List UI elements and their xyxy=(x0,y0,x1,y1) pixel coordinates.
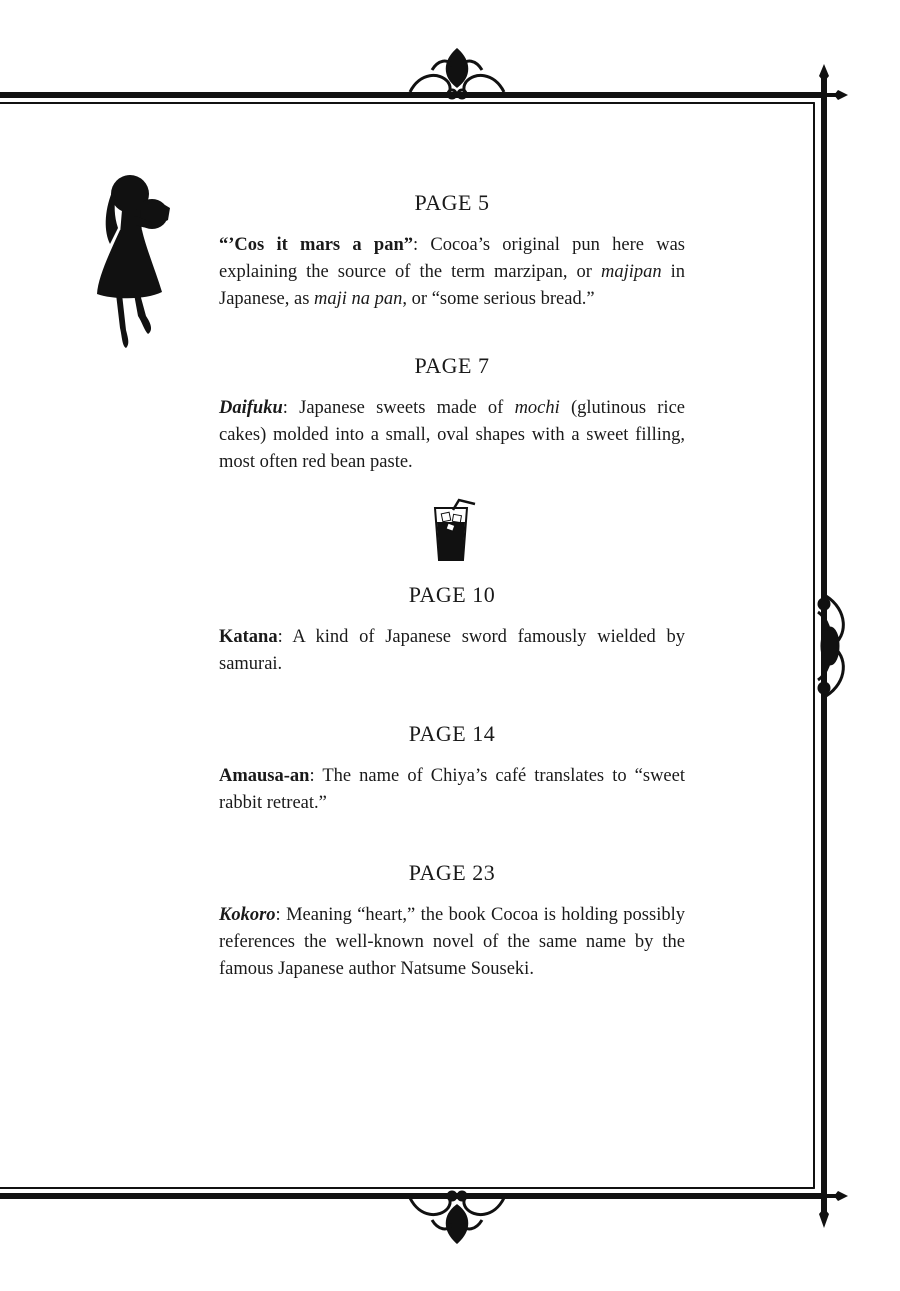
note-body xyxy=(219,763,685,817)
note-page-7 xyxy=(219,353,685,476)
note-page-10 xyxy=(219,582,685,678)
note-heading: PAGE 10 xyxy=(408,582,496,607)
note-body xyxy=(219,395,685,476)
note-heading: PAGE 7 xyxy=(414,353,490,378)
note-text: in Japanese, as xyxy=(219,262,686,309)
note-page-14 xyxy=(219,721,685,817)
note-term: Kokoro xyxy=(219,905,276,925)
bottom-ornament xyxy=(410,1192,504,1242)
note-text: : Cocoa’s original pun here was explaining the source of the term marzipan, or xyxy=(219,235,686,282)
note-body xyxy=(219,624,685,678)
note-term: Daifuku xyxy=(219,398,283,418)
note-italic: majipan xyxy=(600,262,662,282)
note-text: : The name of Chiya’s café translates to “sweet rabbit retreat.” xyxy=(219,766,685,813)
top-ornament xyxy=(410,50,504,98)
note-text: : Japanese sweets made of xyxy=(282,398,515,418)
note-text: : A kind of Japanese sword famously wielded by samurai. xyxy=(219,627,685,674)
note-term: Katana xyxy=(219,627,278,647)
iced-drink-icon xyxy=(425,496,481,566)
note-heading: PAGE 14 xyxy=(408,721,496,746)
note-text: (glutinous rice cakes) molded into a small, oval shapes with a sweet filling, most often red bean paste. xyxy=(219,398,685,472)
note-body xyxy=(219,902,685,983)
note-italic: mochi xyxy=(514,398,560,418)
note-page-23 xyxy=(219,860,685,983)
note-text: : Meaning “heart,” the book Cocoa is holding possibly references the well-known novel of the same name by the famous Japanese author Natsume Souseki. xyxy=(219,905,685,979)
note-heading: PAGE 5 xyxy=(414,190,490,215)
note-term: Amausa-an xyxy=(219,766,310,786)
note-page-5 xyxy=(219,190,685,313)
note-italic: maji na pan xyxy=(314,289,403,309)
note-heading: PAGE 23 xyxy=(408,860,496,885)
girl-silhouette-icon xyxy=(90,172,176,350)
note-text: , or “some serious bread.” xyxy=(402,289,595,309)
note-body xyxy=(219,232,685,313)
note-term: “’Cos it mars a pan” xyxy=(219,235,414,255)
